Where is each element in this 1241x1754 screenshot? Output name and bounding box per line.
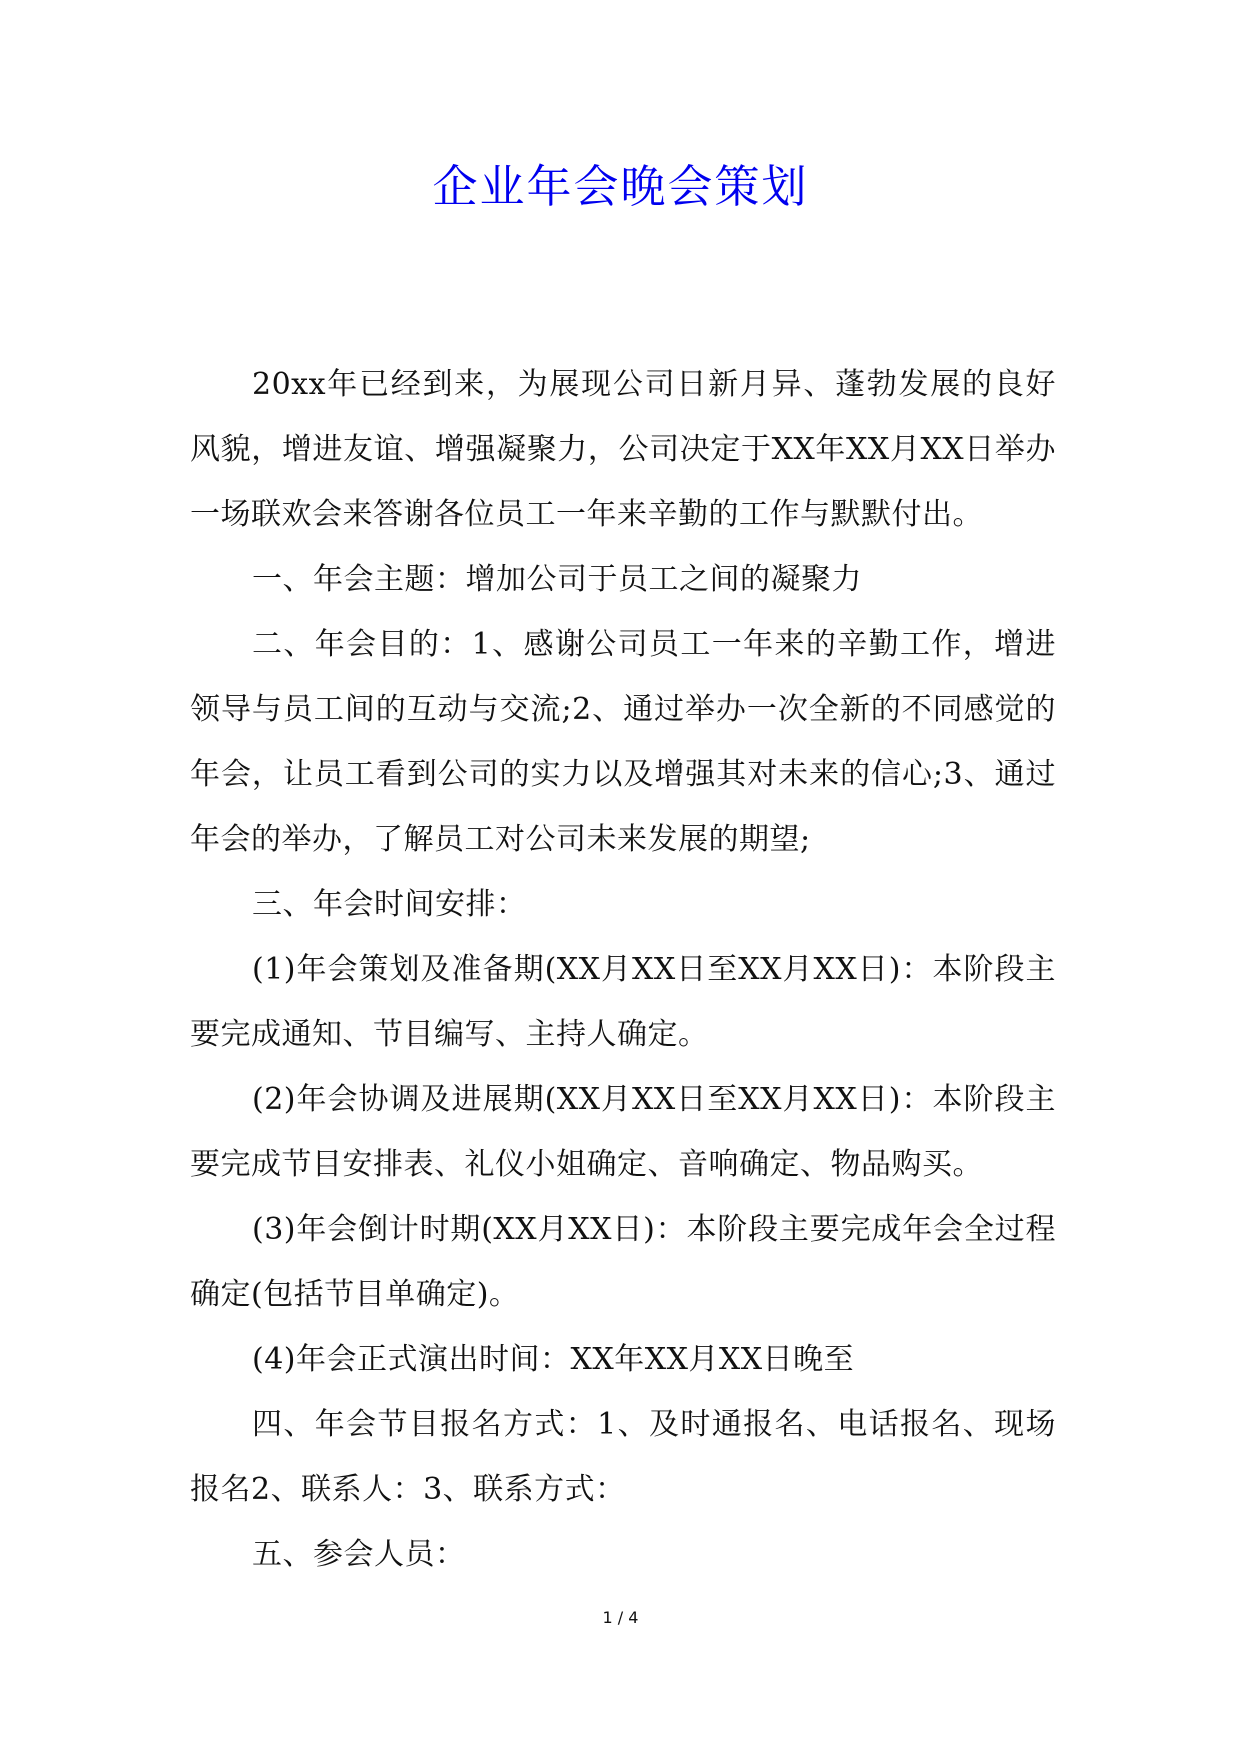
paragraph-purpose: 二、年会目的：1、感谢公司员工一年来的辛勤工作，增进领导与员工间的互动与交流;2、通过举办一次全新的不同感觉的年会，让员工看到公司的实力以及增强其对未来的信心;3、通过年会的举办，了解员工对公司未来发展的期望; [190,627,1056,857]
paragraph-intro: 20xx年已经到来，为展现公司日新月异、蓬勃发展的良好风貌，增进友谊、增强凝聚力，公司决定于XX年XX月XX日举办一场联欢会来答谢各位员工一年来辛勤的工作与默默付出。 [190,367,1056,532]
paragraph-schedule-item-1: (1)年会策划及准备期(XX月XX日至XX月XX日)：本阶段主要完成通知、节目编写、主持人确定。 [190,952,1056,1052]
paragraph-registration: 四、年会节目报名方式：1、及时通报名、电话报名、现场报名2、联系人：3、联系方式： [190,1407,1056,1507]
paragraph-schedule-item-3: (3)年会倒计时期(XX月XX日)：本阶段主要完成年会全过程确定(包括节目单确定)。 [190,1212,1056,1312]
paragraph-schedule-heading: 三、年会时间安排： [252,887,527,922]
paragraph-schedule-item-2: (2)年会协调及进展期(XX月XX日至XX月XX日)：本阶段主要完成节目安排表、礼仪小姐确定、音响确定、物品购买。 [190,1082,1056,1182]
paragraph-theme: 一、年会主题：增加公司于员工之间的凝聚力 [252,562,862,597]
document-title: 企业年会晚会策划 [432,160,809,213]
document-body [190,352,1056,1587]
page-indicator: 1 / 4 [602,1608,639,1627]
paragraph-attendees: 五、参会人员： [252,1537,466,1572]
paragraph-schedule-item-4: (4)年会正式演出时间：XX年XX月XX日晚至 [252,1342,855,1377]
